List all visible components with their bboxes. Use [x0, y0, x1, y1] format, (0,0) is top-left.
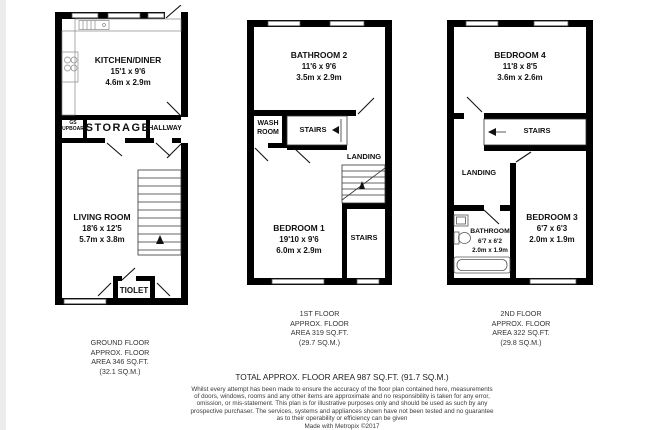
disclaimer-line: omission, or mis-statement. This plan is for illustrative purposes only and should be used as such by any	[196, 400, 488, 408]
room-dim-imperial: 11'6 x 9'6	[301, 62, 337, 71]
first-floor-plan	[242, 5, 397, 347]
label-line: AREA 319 SQ.FT.	[290, 328, 349, 337]
label-line: (29.7 SQ.M.)	[298, 337, 341, 347]
stairs-up-arrow	[156, 235, 164, 244]
kitchen-diner-label	[95, 55, 162, 88]
second-floor-area-label	[442, 309, 600, 347]
room-name: BATHROOM 2	[290, 50, 348, 60]
room-dim-metric: 3.6m x 2.6m	[497, 73, 543, 82]
stairs-lower-label: STAIRS	[350, 233, 378, 242]
stairs-flight-group	[342, 165, 385, 203]
label-line: APPROX. FLOOR	[290, 318, 349, 328]
hallway-label: HALLWAY	[148, 125, 182, 132]
stairs-up-arrow	[359, 181, 365, 189]
label-line: ROOM	[257, 128, 279, 136]
label-line: CUPBOARD	[58, 125, 88, 132]
label-line: WASH	[257, 120, 279, 127]
bedroom1-label	[273, 223, 324, 256]
metropix-credit: Made with Metropix ©2017	[304, 423, 380, 430]
bathroom2-label	[291, 50, 348, 83]
landing-label: LANDING	[461, 168, 497, 177]
label-line: GS	[69, 120, 77, 126]
room-name: BATHROOM	[470, 228, 510, 235]
disclaimer-line: as to their operability or efficiency can be given	[276, 414, 408, 422]
second-floor-plan	[442, 5, 600, 347]
ground-floor-area-label	[50, 338, 190, 376]
ground-floor-walls	[50, 5, 190, 310]
wash-room-label	[257, 120, 279, 137]
stairs-arrow	[488, 128, 496, 136]
label-line: AREA 322 SQ.FT.	[492, 328, 550, 337]
bedroom3-label	[526, 212, 577, 245]
room-dim-metric: 5.7m x 3.8m	[79, 235, 125, 244]
storage-label: STORAGE	[85, 122, 151, 134]
room-dim-imperial: 6'7 x 6'3	[536, 224, 568, 233]
room-name: KITCHEN/DINER	[94, 55, 162, 65]
room-name: BEDROOM 1	[273, 223, 325, 233]
room-dim-metric: 2.0m x 1.9m	[472, 247, 508, 254]
room-dim-imperial: 19'10 x 9'6	[279, 235, 319, 244]
label-line: AREA 346 SQ.FT.	[91, 357, 149, 366]
room-name: LIVING ROOM	[73, 212, 131, 222]
label-line: APPROX. FLOOR	[90, 347, 150, 357]
bathroom-label	[470, 227, 510, 256]
bedroom4-label	[494, 50, 545, 83]
room-dim-metric: 3.5m x 2.9m	[296, 73, 342, 82]
gs-cupboard-label	[59, 121, 88, 132]
room-dim-imperial: 11'8 x 8'5	[502, 62, 538, 71]
left-edge-strip	[0, 0, 6, 430]
disclaimer-line: prospective purchaser. The services, systems and appliances shown have not been tested and no guarantee	[190, 407, 494, 415]
toilet-label: TIOLET	[119, 286, 149, 295]
living-room-label	[73, 212, 130, 245]
room-name: BEDROOM 3	[526, 212, 578, 222]
room-dim-imperial: 6'7 x 6'2	[477, 237, 502, 245]
room-dim-metric: 2.0m x 1.9m	[529, 235, 575, 244]
label-line: (32.1 SQ.M.)	[99, 366, 141, 376]
landing-label: LANDING	[346, 152, 382, 161]
total-area-label: TOTAL APPROX. FLOOR AREA 987 SQ.FT. (91.7 SQ.M.)	[235, 372, 449, 382]
stairs-label: STAIRS	[523, 126, 551, 135]
first-floor-area-label	[242, 309, 397, 347]
room-dim-metric: 6.0m x 2.9m	[276, 246, 322, 255]
label-line: GROUND FLOOR	[90, 338, 150, 347]
label-line: 2ND FLOOR	[500, 309, 542, 318]
disclaimer-line: Whilst every attempt has been made to ensure the accuracy of the floor plan contained here, measurements	[191, 386, 493, 393]
label-line: APPROX. FLOOR	[491, 318, 551, 328]
ground-floor-plan	[50, 5, 190, 376]
disclaimer-line: of doors, windows, rooms and any other items are approximate and no responsibility is taken for any error,	[194, 393, 490, 401]
footer	[42, 372, 642, 430]
stairs-arrow	[332, 126, 339, 134]
room-dim-imperial: 15'1 x 9'6	[110, 67, 146, 76]
label-line: 1ST FLOOR	[299, 309, 340, 318]
stairs-upper-label: STAIRS	[299, 125, 327, 134]
room-dim-imperial: 18'6 x 12'5	[82, 224, 122, 233]
room-dim-metric: 4.6m x 2.9m	[105, 78, 151, 87]
room-name: BEDROOM 4	[494, 50, 546, 60]
doors-group	[98, 5, 181, 296]
label-line: (29.8 SQ.M.)	[500, 337, 542, 347]
